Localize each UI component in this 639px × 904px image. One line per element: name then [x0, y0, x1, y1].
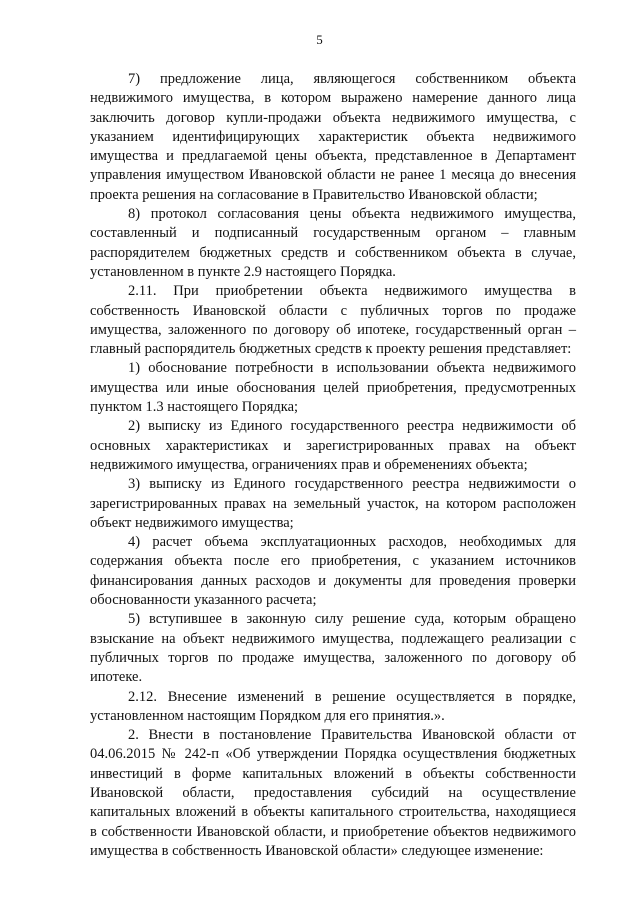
paragraph-item-7: 7) предложение лица, являющегося собственником объекта недвижимого имущества, в котором выражено намерение данного лица заключить договор купли-продажи объекта недвижимого имущества, с указанием идентифицирующих характеристик объекта недвижимого имущества и предлагаемой цены объекта, представленное в Департамент управления имуществом Ивановской области не ранее 1 месяца до внесения проекта решения на согласование в Правительство Ивановской области;	[90, 71, 576, 203]
paragraph-subitem-3: 3) выписку из Единого государственного реестра недвижимости о зарегистрированных правах на земельный участок, на котором расположен объект недвижимого имущества;	[90, 476, 576, 531]
document-body	[90, 70, 576, 861]
paragraph-section-2-12: 2.12. Внесение изменений в решение осуществляется в порядке, установленном настоящим Порядком для его принятия.».	[90, 688, 576, 724]
paragraph-subitem-4: 4) расчет объема эксплуатационных расходов, необходимых для содержания объекта после его приобретения, с указанием источников финансирования данных расходов и документы для проведения проверки обоснованности указанного расчета;	[90, 534, 576, 609]
paragraph-section-2-11: 2.11. При приобретении объекта недвижимого имущества в собственность Ивановской области с публичных торгов по продаже имущества, заложенного по договору об ипотеке, государственный орган – главный распорядитель бюджетных средств к проекту решения представляет:	[90, 283, 576, 358]
paragraph-subitem-5: 5) вступившее в законную силу решение суда, которым обращено взыскание на объект недвижимого имущества, подлежащего реализации с публичных торгов по продаже имущества, заложенного по договору об ипотеке.	[90, 611, 576, 686]
paragraph-subitem-2: 2) выписку из Единого государственного реестра недвижимости об основных характеристиках и зарегистрированных правах на объект недвижимого имущества, ограничениях прав и обременениях объекта;	[90, 418, 576, 473]
paragraph-item-8: 8) протокол согласования цены объекта недвижимого имущества, составленный и подписанный государственным органом – главным распорядителем бюджетных средств и собственником объекта в случае, установленном в пункте 2.9 настоящего Порядка.	[90, 206, 576, 280]
paragraph-subitem-1: 1) обоснование потребности в использовании объекта недвижимого имущества или иные обоснования целей приобретения, предусмотренных пунктом 1.3 настоящего Порядка;	[90, 360, 576, 416]
page-number: 5	[316, 32, 323, 47]
paragraph-amendment-2: 2. Внести в постановление Правительства Ивановской области от 04.06.2015 № 242-п «Об утверждении Порядка осуществления бюджетных инвестиций в форме капитальных вложений в объекты собственности Ивановской области, предоставления субсидий на осуществление капитальных вложений в объекты капитального строительства, находящиеся в собственности Ивановской области, и приобретение объектов недвижимого имущества в собственность Ивановской области» следующее изменение:	[90, 727, 576, 859]
